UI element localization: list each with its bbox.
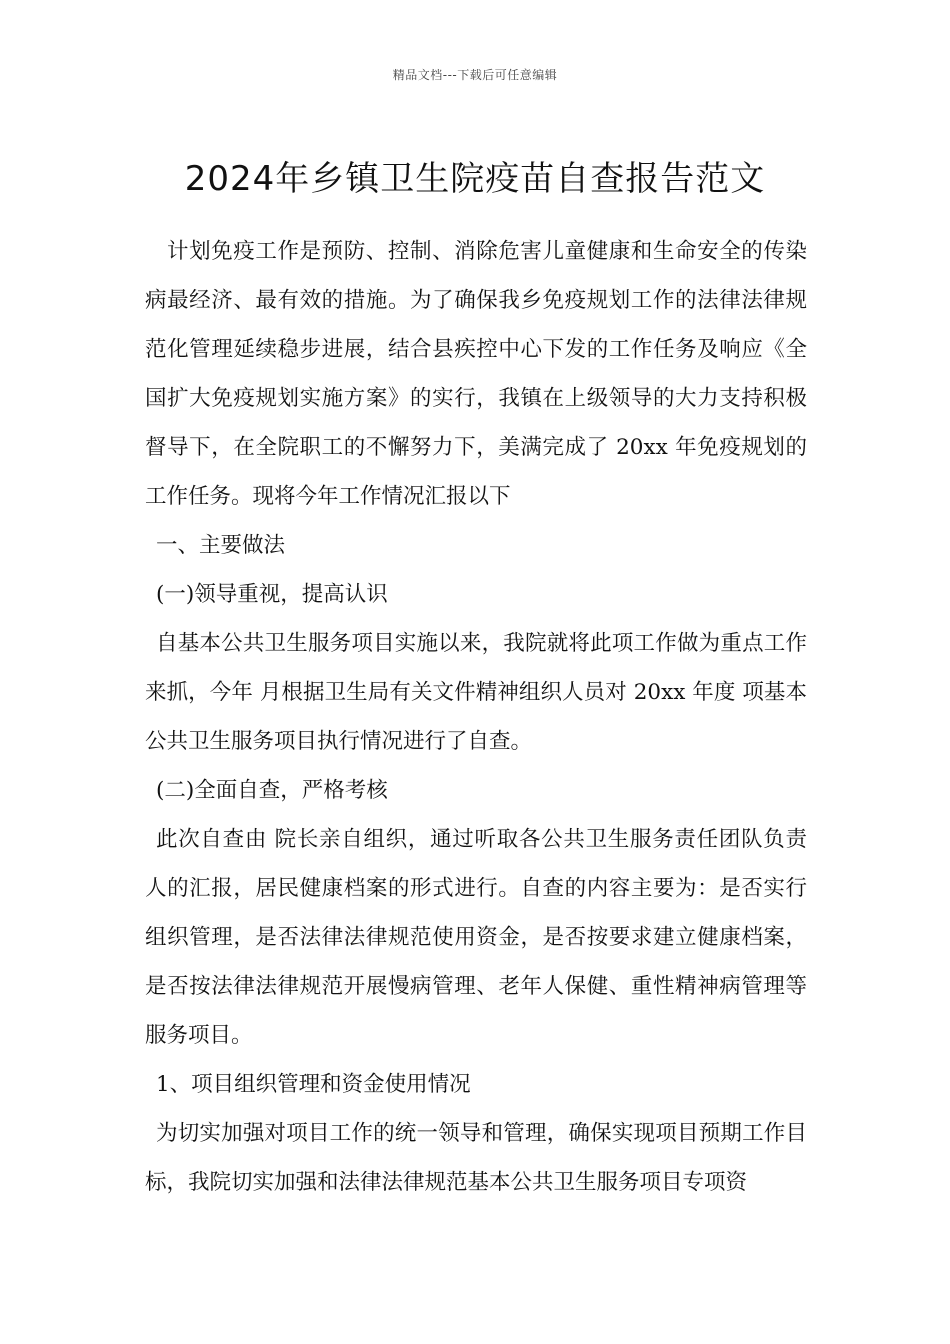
document-body: [145, 227, 807, 1207]
paragraph-leadership: 自基本公共卫生服务项目实施以来，我院就将此项工作做为重点工作来抓，今年 月根据卫生局有关文件精神组织人员对 20xx 年度 项基本公共卫生服务项目执行情况进行了自查。: [145, 631, 807, 754]
subsection-heading-self-check: (二)全面自查，严格考核: [156, 778, 388, 803]
document-title: 2024年乡镇卫生院疫苗自查报告范文: [184, 158, 766, 199]
paragraph-self-check: 此次自查由 院长亲自组织，通过听取各公共卫生服务责任团队负责人的汇报，居民健康档案的形式进行。自查的内容主要为：是否实行组织管理，是否法律法律规范使用资金，是否按要求建立健康档案，是否按法律法律规范开展慢病管理、老年人保健、重性精神病管理等服务项目。: [145, 827, 807, 1048]
section-heading-main-practices: 一、主要做法: [156, 533, 286, 558]
subsection-heading-leadership: (一)领导重视，提高认识: [156, 582, 388, 607]
paragraph-intro: 计划免疫工作是预防、控制、消除危害儿童健康和生命安全的传染病最经济、最有效的措施。为了确保我乡免疫规划工作的法律法律规范化管理延续稳步进展，结合县疾控中心下发的工作任务及响应《全国扩大免疫规划实施方案》的实行，我镇在上级领导的大力支持积极督导下，在全院职工的不懈努力下，美满完成了 20xx 年免疫规划的工作任务。现将今年工作情况汇报以下: [145, 239, 807, 509]
paragraph-project-management: 为切实加强对项目工作的统一领导和管理，确保实现项目预期工作目标，我院切实加强和法律法律规范基本公共卫生服务项目专项资: [145, 1121, 807, 1195]
header-note: 精品文档---下载后可任意编辑: [392, 68, 558, 82]
item-heading-project-management: 1、项目组织管理和资金使用情况: [156, 1072, 471, 1097]
